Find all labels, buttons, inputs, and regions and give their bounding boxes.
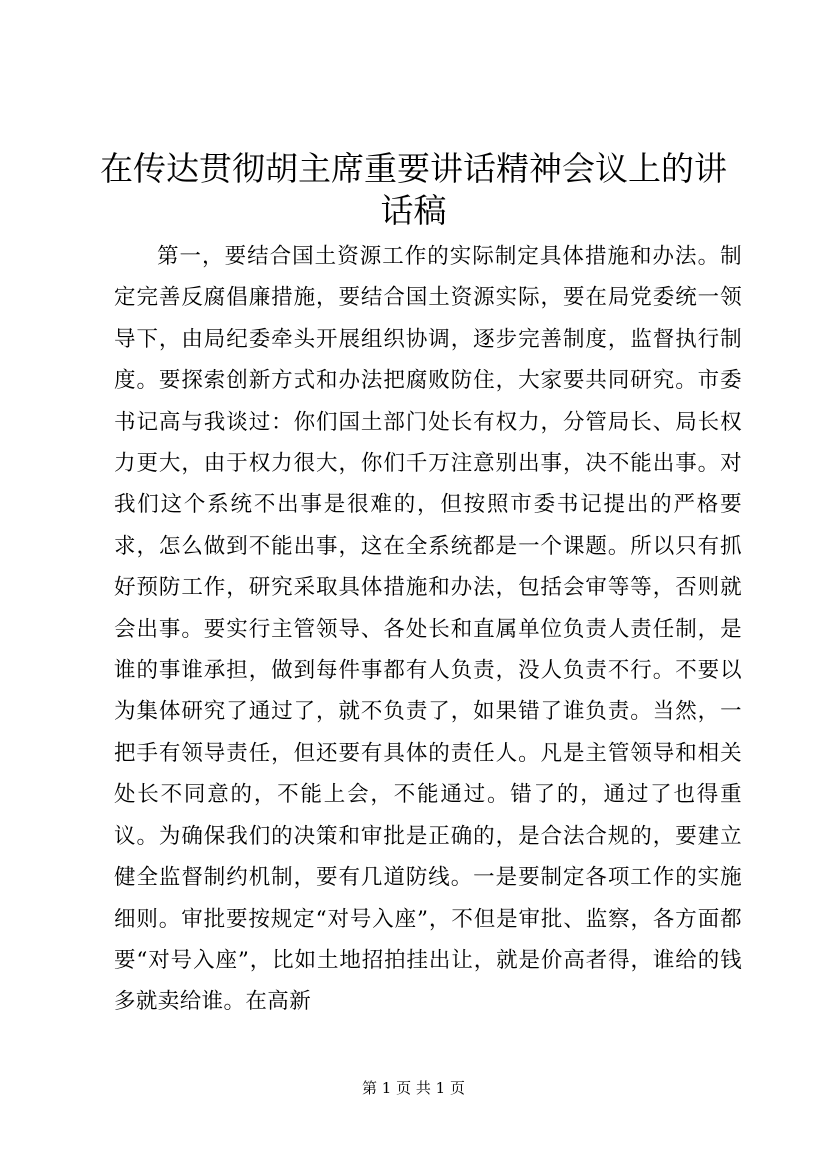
page-number-footer: 第 1 页 共 1 页	[362, 1079, 465, 1097]
document-body-paragraph: 第一，要结合国土资源工作的实际制定具体措施和办法。制定完善反腐倡廉措施，要结合国土资源实际，要在局党委统一领导下，由局纪委牵头开展组织协调，逐步完善制度，监督执行制度。要探索创新方式和办法把腐败防住，大家要共同研究。市委书记高与我谈过：你们国土部门处长有权力，分管局长、局长权力更大，由于权力很大，你们千万注意别出事，决不能出事。对我们这个系统不出事是很难的，但按照市委书记提出的严格要求，怎么做到不能出事，这在全系统都是一个课题。所以只有抓好预防工作，研究采取具体措施和办法，包括会审等等，否则就会出事。要实行主管领导、各处长和直属单位负责人责任制，是谁的事谁承担，做到每件事都有人负责，没人负责不行。不要以为集体研究了通过了，就不负责了，如果错了谁负责。当然，一把手有领导责任，但还要有具体的责任人。凡是主管领导和相关处长不同意的，不能上会，不能通过。错了的，通过了也得重议。为确保我们的决策和审批是正确的，是合法合规的，要建立健全监督制约机制，要有几道防线。一是要制定各项工作的实施细则。审批要按规定“对号入座”，不但是审批、监察，各方面都要“对号入座”，比如土地招拍挂出让，就是价高者得，谁给的钱多就卖给谁。在高新	[114, 244, 742, 1015]
document-title: 在传达贯彻胡主席重要讲话精神会议上的讲话稿	[100, 149, 727, 230]
